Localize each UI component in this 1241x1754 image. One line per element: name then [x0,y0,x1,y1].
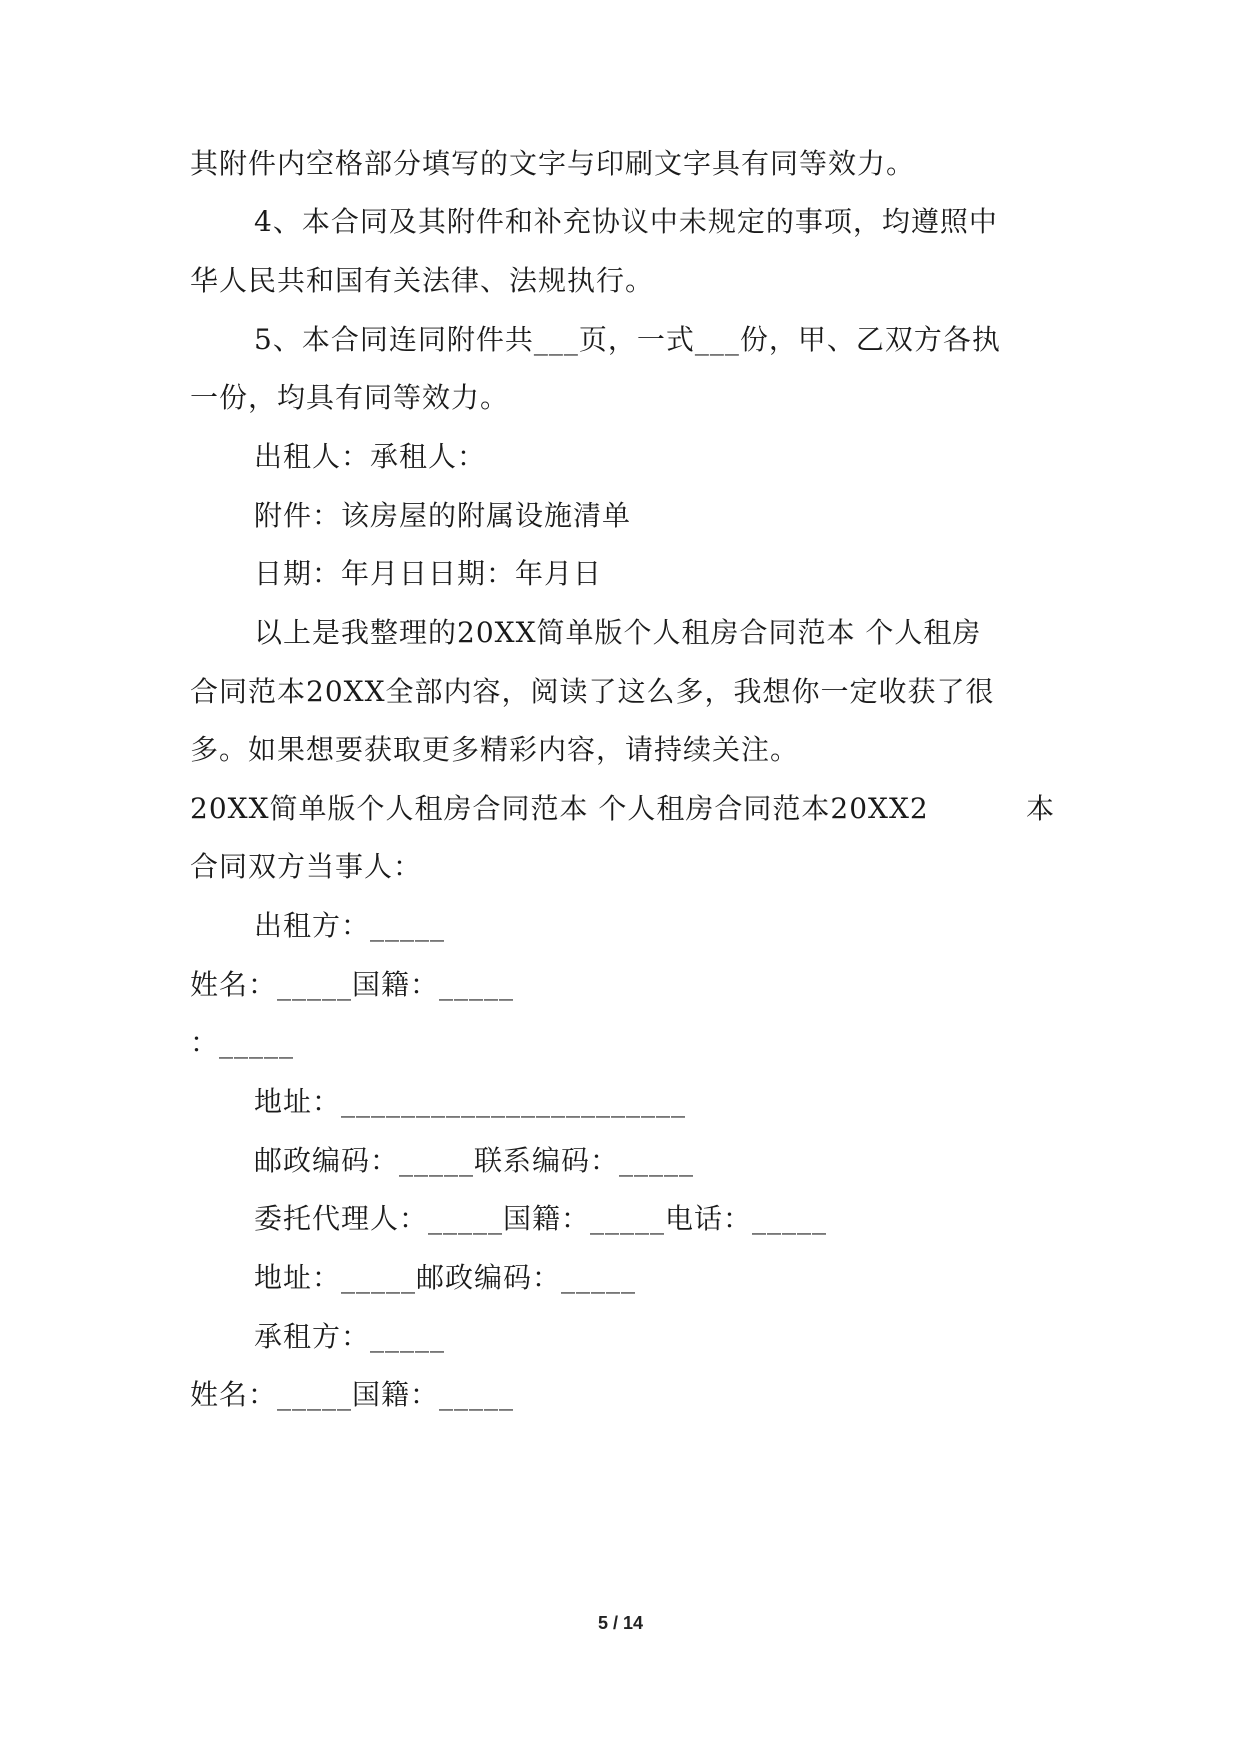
text-line-1: 其附件内空格部分填写的文字与印刷文字具有同等效力。 [190,147,916,180]
text-line-11: 多。如果想要获取更多精彩内容，请持续关注。 [190,733,800,766]
page-number: 5 / 14 [597,1613,644,1633]
lessor-agent: 委托代理人：_____国籍：_____电话：_____ [254,1202,828,1235]
text-line-2: 4、本合同及其附件和补充协议中未规定的事项，均遵照中 [254,205,998,238]
section-heading-tail: 本 [1025,792,1055,825]
lessee-name-nationality: 姓名：_____国籍：_____ [190,1378,515,1411]
text-line-4: 5、本合同连同附件共___页，一式___份，甲、乙双方各执 [254,323,1001,356]
parties-intro: 合同双方当事人： [190,850,423,883]
attachment-note: 附件：该房屋的附属设施清单 [254,499,632,532]
section-heading [190,789,1055,829]
lessor-name-nationality: 姓名：_____国籍：_____ [190,968,515,1001]
lessor-agent-address: 地址：_____邮政编码：_____ [254,1261,637,1294]
lessor-id-field: ：_____ [190,1026,295,1059]
lessor-label: 出租方：_____ [254,909,446,942]
signature-parties: 出租人：承租人： [254,440,487,473]
text-line-3: 华人民共和国有关法律、法规执行。 [190,264,655,297]
date-line: 日期：年月日日期：年月日 [254,557,603,590]
lessor-address: 地址：_______________________ [254,1085,687,1118]
lessee-label: 承租方：_____ [254,1320,446,1353]
lessor-postcode-contact: 邮政编码：_____联系编码：_____ [254,1144,695,1177]
text-line-10: 合同范本20XX全部内容，阅读了这么多，我想你一定收获了很 [190,675,995,708]
text-line-9: 以上是我整理的20XX简单版个人租房合同范本 个人租房 [254,616,982,649]
section-heading-title: 20XX简单版个人租房合同范本 个人租房合同范本20XX2 [190,792,929,825]
text-line-5: 一份，均具有同等效力。 [190,381,510,414]
